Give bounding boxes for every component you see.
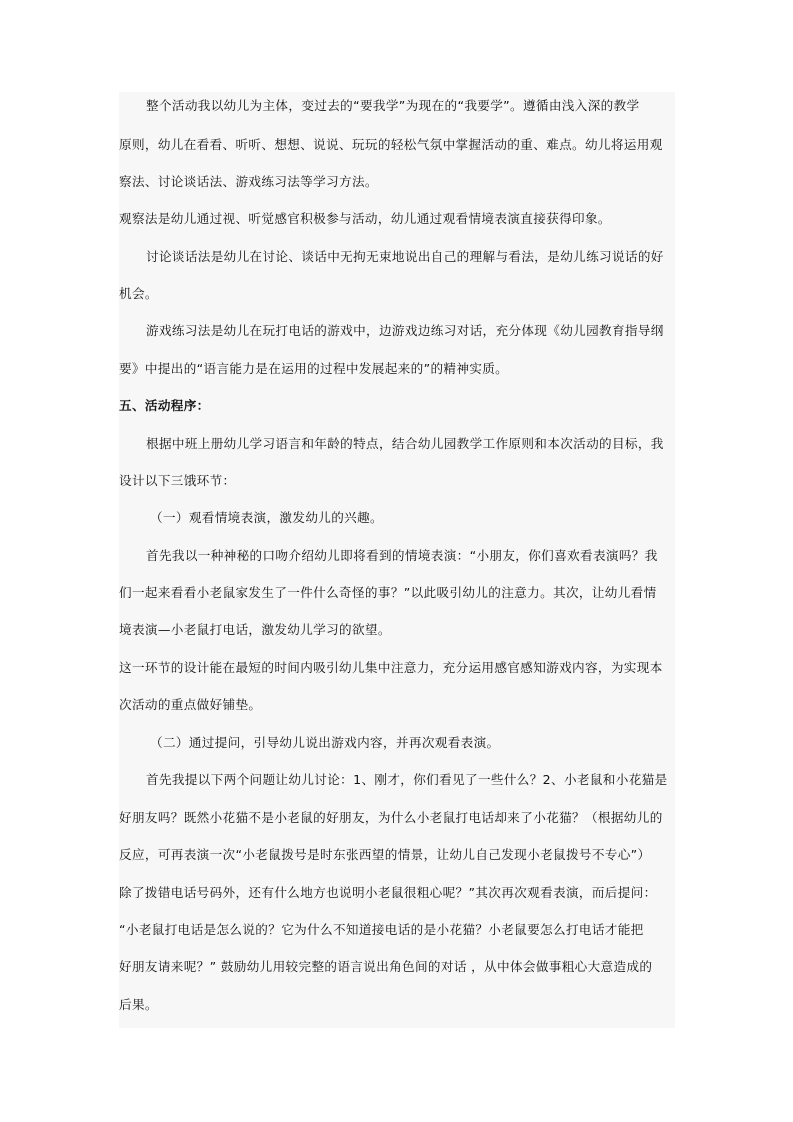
paragraph-line: 反应，可再表演一次“小老鼠拨号是时东张西望的情景，让幼儿自己发现小老鼠拨号不专心”）	[119, 847, 651, 862]
paragraph-line: 机会。	[119, 286, 158, 301]
paragraph-line: “小老鼠打电话是怎么说的？它为什么不知道接电话的是小花猫？小老鼠要怎么打电话才能把	[119, 922, 644, 937]
paragraph-line: 首先我提以下两个问题让幼儿讨论：1、刚才，你们看见了一些什么？2、小老鼠和小花猫是	[146, 772, 668, 787]
paragraph-line: 境表演—小老鼠打电话，激发幼儿学习的欲望。	[119, 622, 391, 637]
paragraph-line: 观察法是幼儿通过视、听觉感官积极参与活动，幼儿通过观看情境表演直接获得印象。	[119, 211, 611, 226]
paragraph-line: 们一起来看看小老鼠家发生了一件什么奇怪的事？”以此吸引幼儿的注意力。其次，让幼儿看情	[119, 585, 657, 600]
paragraph-line: 要》中提出的“语言能力是在运用的过程中发展起来的”的精神实质。	[119, 361, 509, 376]
document-page	[119, 92, 675, 1028]
paragraph-line: 讨论谈话法是幼儿在讨论、谈话中无拘无束地说出自己的理解与看法，是幼儿练习说话的好	[146, 249, 664, 264]
paragraph-line: 次活动的重点做好铺垫。	[119, 697, 262, 712]
section-heading: 五、活动程序：	[119, 398, 210, 413]
subsection-heading: （一）观看情境表演，激发幼儿的兴趣。	[150, 510, 383, 525]
paragraph-line: 设计以下三饿环节：	[119, 473, 236, 488]
paragraph-line: 原则，幼儿在看看、听听、想想、说说、玩玩的轻松气氛中掌握活动的重、难点。幼儿将运用观	[119, 137, 663, 152]
paragraph-line: 后果。	[119, 997, 158, 1012]
paragraph-line: 首先我以一种神秘的口吻介绍幼儿即将看到的情境表演：“小朋友，你们喜欢看表演吗？我	[146, 548, 658, 563]
paragraph-line: 这一环节的设计能在最短的时间内吸引幼儿集中注意力，充分运用感官感知游戏内容，为实现本	[119, 660, 663, 675]
paragraph-line: 游戏练习法是幼儿在玩打电话的游戏中，边游戏边练习对话，充分体现《幼儿园教育指导纲	[146, 323, 664, 338]
subsection-heading: （二）通过提问，引导幼儿说出游戏内容，并再次观看表演。	[150, 735, 500, 750]
paragraph-line: 整个活动我以幼儿为主体，变过去的“要我学”为现在的“我要学”。遵循由浅入深的教学	[146, 98, 640, 113]
paragraph-line: 好朋友吗？既然小花猫不是小老鼠的好朋友，为什么小老鼠打电话却来了小花猫？（根据幼儿的	[119, 810, 663, 825]
paragraph-line: 察法、讨论谈话法、游戏练习法等学习方法。	[119, 174, 378, 189]
paragraph-line: 好朋友请来呢？” 鼓励幼儿用较完整的语言说出角色间的对话 ，从中体会做事粗心大意造成的	[119, 959, 653, 974]
paragraph-line: 除了拨错电话号码外，还有什么地方也说明小老鼠很粗心呢？”其次再次观看表演，而后提问：	[119, 885, 657, 900]
paragraph-line: 根据中班上册幼儿学习语言和年龄的特点，结合幼儿园教学工作原则和本次活动的目标，我	[146, 436, 664, 451]
